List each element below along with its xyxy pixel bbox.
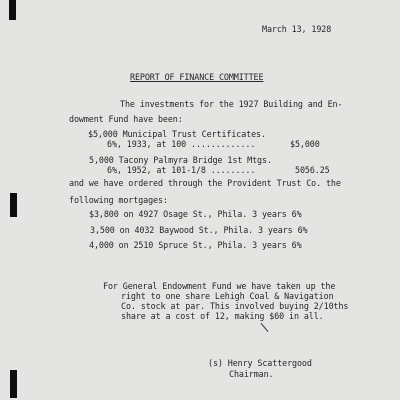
left-edge-mark — [10, 193, 17, 217]
document-date: March 13, 1928 — [262, 24, 332, 34]
investment-line: 6%, 1952, at 101-1/8 ......... — [107, 165, 256, 175]
intro-line: dowment Fund have been: — [69, 114, 183, 124]
signature-title: Chairman. — [229, 369, 274, 379]
document-heading: REPORT OF FINANCE COMMITTEE — [130, 72, 264, 82]
left-edge-mark — [9, 0, 16, 20]
general-fund-line: For General Endowment Fund we have taken up the — [103, 281, 336, 291]
investment-line: $5,000 Municipal Trust Certificates. — [88, 129, 266, 139]
investment-amount: 5056.25 — [295, 165, 330, 175]
investment-amount: $5,000 — [290, 139, 320, 149]
intro-line: The investments for the 1927 Building and En- — [120, 99, 343, 109]
mortgage-line: 4,000 on 2510 Spruce St., Phila. 3 years 6% — [89, 240, 302, 250]
mortgage-line: $3,800 on 4927 Osage St., Phila. 3 years 6% — [89, 209, 302, 219]
general-fund-line: Co. stock at par. This involved buying 2/10ths — [121, 301, 349, 311]
pencil-tick-mark — [261, 323, 269, 332]
general-fund-line: share at a cost of 12, making $60 in all. — [121, 311, 324, 321]
mortgage-line: 3,500 on 4032 Baywood St., Phila. 3 years 6% — [90, 225, 308, 235]
signature-name: (s) Henry Scattergood — [208, 358, 312, 368]
left-edge-mark — [10, 370, 17, 398]
investment-line: 6%, 1933, at 100 ............. — [107, 139, 256, 149]
general-fund-line: right to one share Lehigh Coal & Navigation — [121, 291, 334, 301]
ordered-line: and we have ordered through the Provident Trust Co. the — [69, 178, 341, 188]
ordered-line: following mortgages: — [69, 195, 168, 205]
investment-line: 5,000 Tacony Palmyra Bridge 1st Mtgs. — [89, 155, 272, 165]
